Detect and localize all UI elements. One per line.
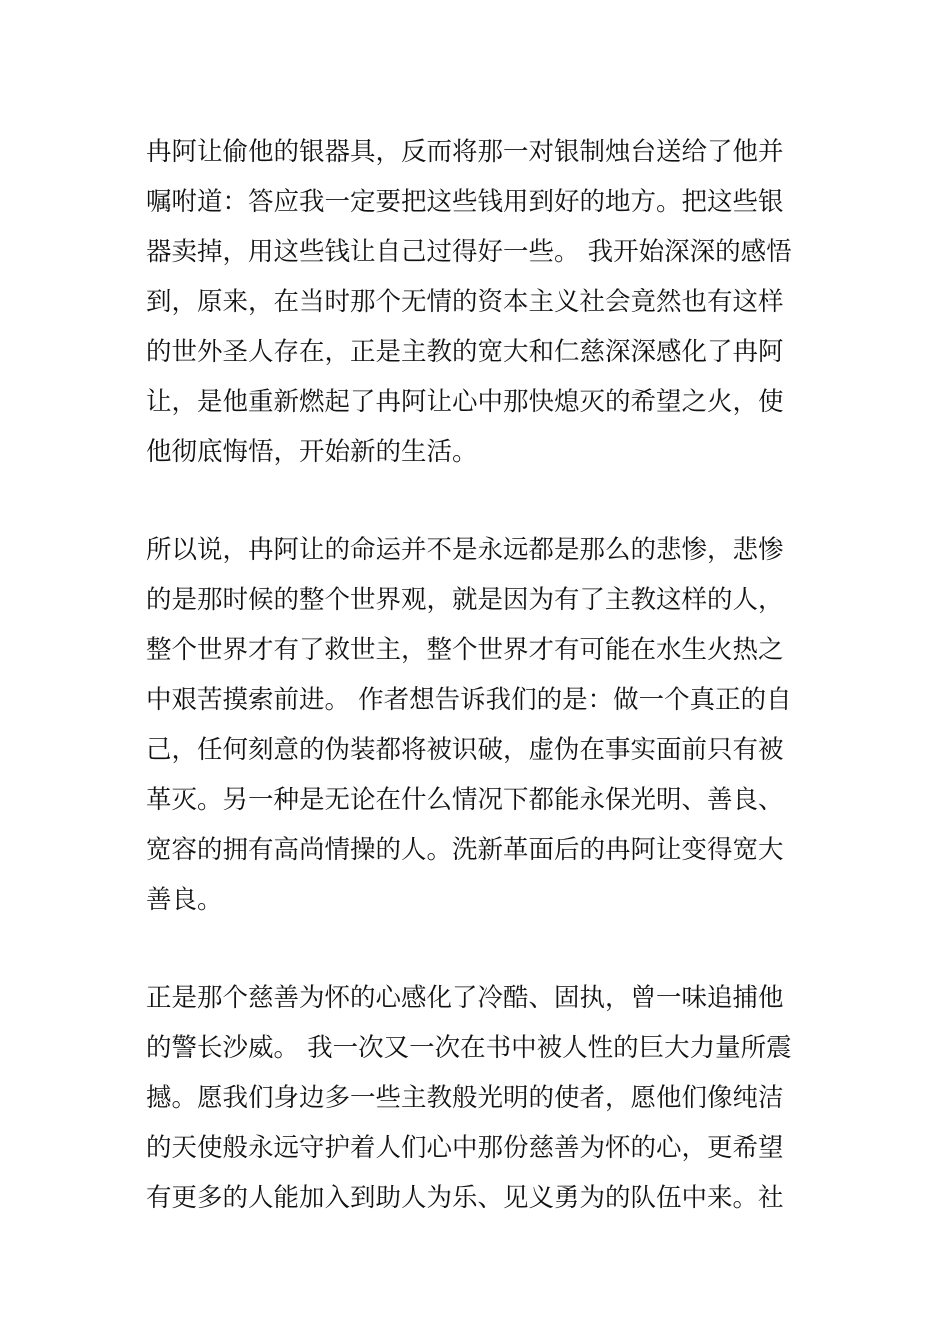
paragraph-2-line-3: 整个世界才有了救世主，整个世界才有可能在水生火热之 [146,635,784,665]
paragraph-3-line-1: 正是那个慈善为怀的心感化了冷酷、固执，曾一味追捕他 [146,983,784,1013]
paragraph-1-line-3: 器卖掉，用这些钱让自己过得好一些。 我开始深深的感悟 [146,237,792,267]
paragraph-3-line-3: 撼。愿我们身边多一些主教般光明的使者，愿他们像纯洁 [146,1083,784,1113]
paragraph-1-line-5: 的世外圣人存在，正是主教的宽大和仁慈深深感化了冉阿 [146,337,784,367]
paragraph-1-line-6: 让，是他重新燃起了冉阿让心中那快熄灭的希望之火，使 [146,387,784,417]
paragraph-3-line-4: 的天使般永远守护着人们心中那份慈善为怀的心，更希望 [146,1133,784,1163]
paragraph-2-line-6: 革灭。另一种是无论在什么情况下都能永保光明、善良、 [146,785,784,815]
paragraph-2-line-2: 的是那时候的整个世界观，就是因为有了主教这样的人， [146,585,784,615]
paragraph-1-line-1: 冉阿让偷他的银器具，反而将那一对银制烛台送给了他并 [146,137,784,167]
paragraph-2-line-7: 宽容的拥有高尚情操的人。洗新革面后的冉阿让变得宽大 [146,835,784,865]
paragraph-2-line-4: 中艰苦摸索前进。 作者想告诉我们的是：做一个真正的自 [146,685,792,715]
paragraph-3-line-2: 的警长沙威。 我一次又一次在书中被人性的巨大力量所震 [146,1033,792,1063]
paragraph-2-line-8: 善良。 [146,885,223,915]
paragraph-2-line-1: 所以说，冉阿让的命运并不是永远都是那么的悲惨，悲惨 [146,535,784,565]
paragraph-2-line-5: 己，任何刻意的伪装都将被识破，虚伪在事实面前只有被 [146,735,784,765]
paragraph-1-line-4: 到，原来，在当时那个无情的资本主义社会竟然也有这样 [146,287,784,317]
paragraph-1-line-7: 他彻底悔悟，开始新的生活。 [146,437,478,467]
paragraph-1-line-2: 嘱咐道：答应我一定要把这些钱用到好的地方。把这些银 [146,187,784,217]
paragraph-3-line-5: 有更多的人能加入到助人为乐、见义勇为的队伍中来。社 [146,1183,784,1213]
